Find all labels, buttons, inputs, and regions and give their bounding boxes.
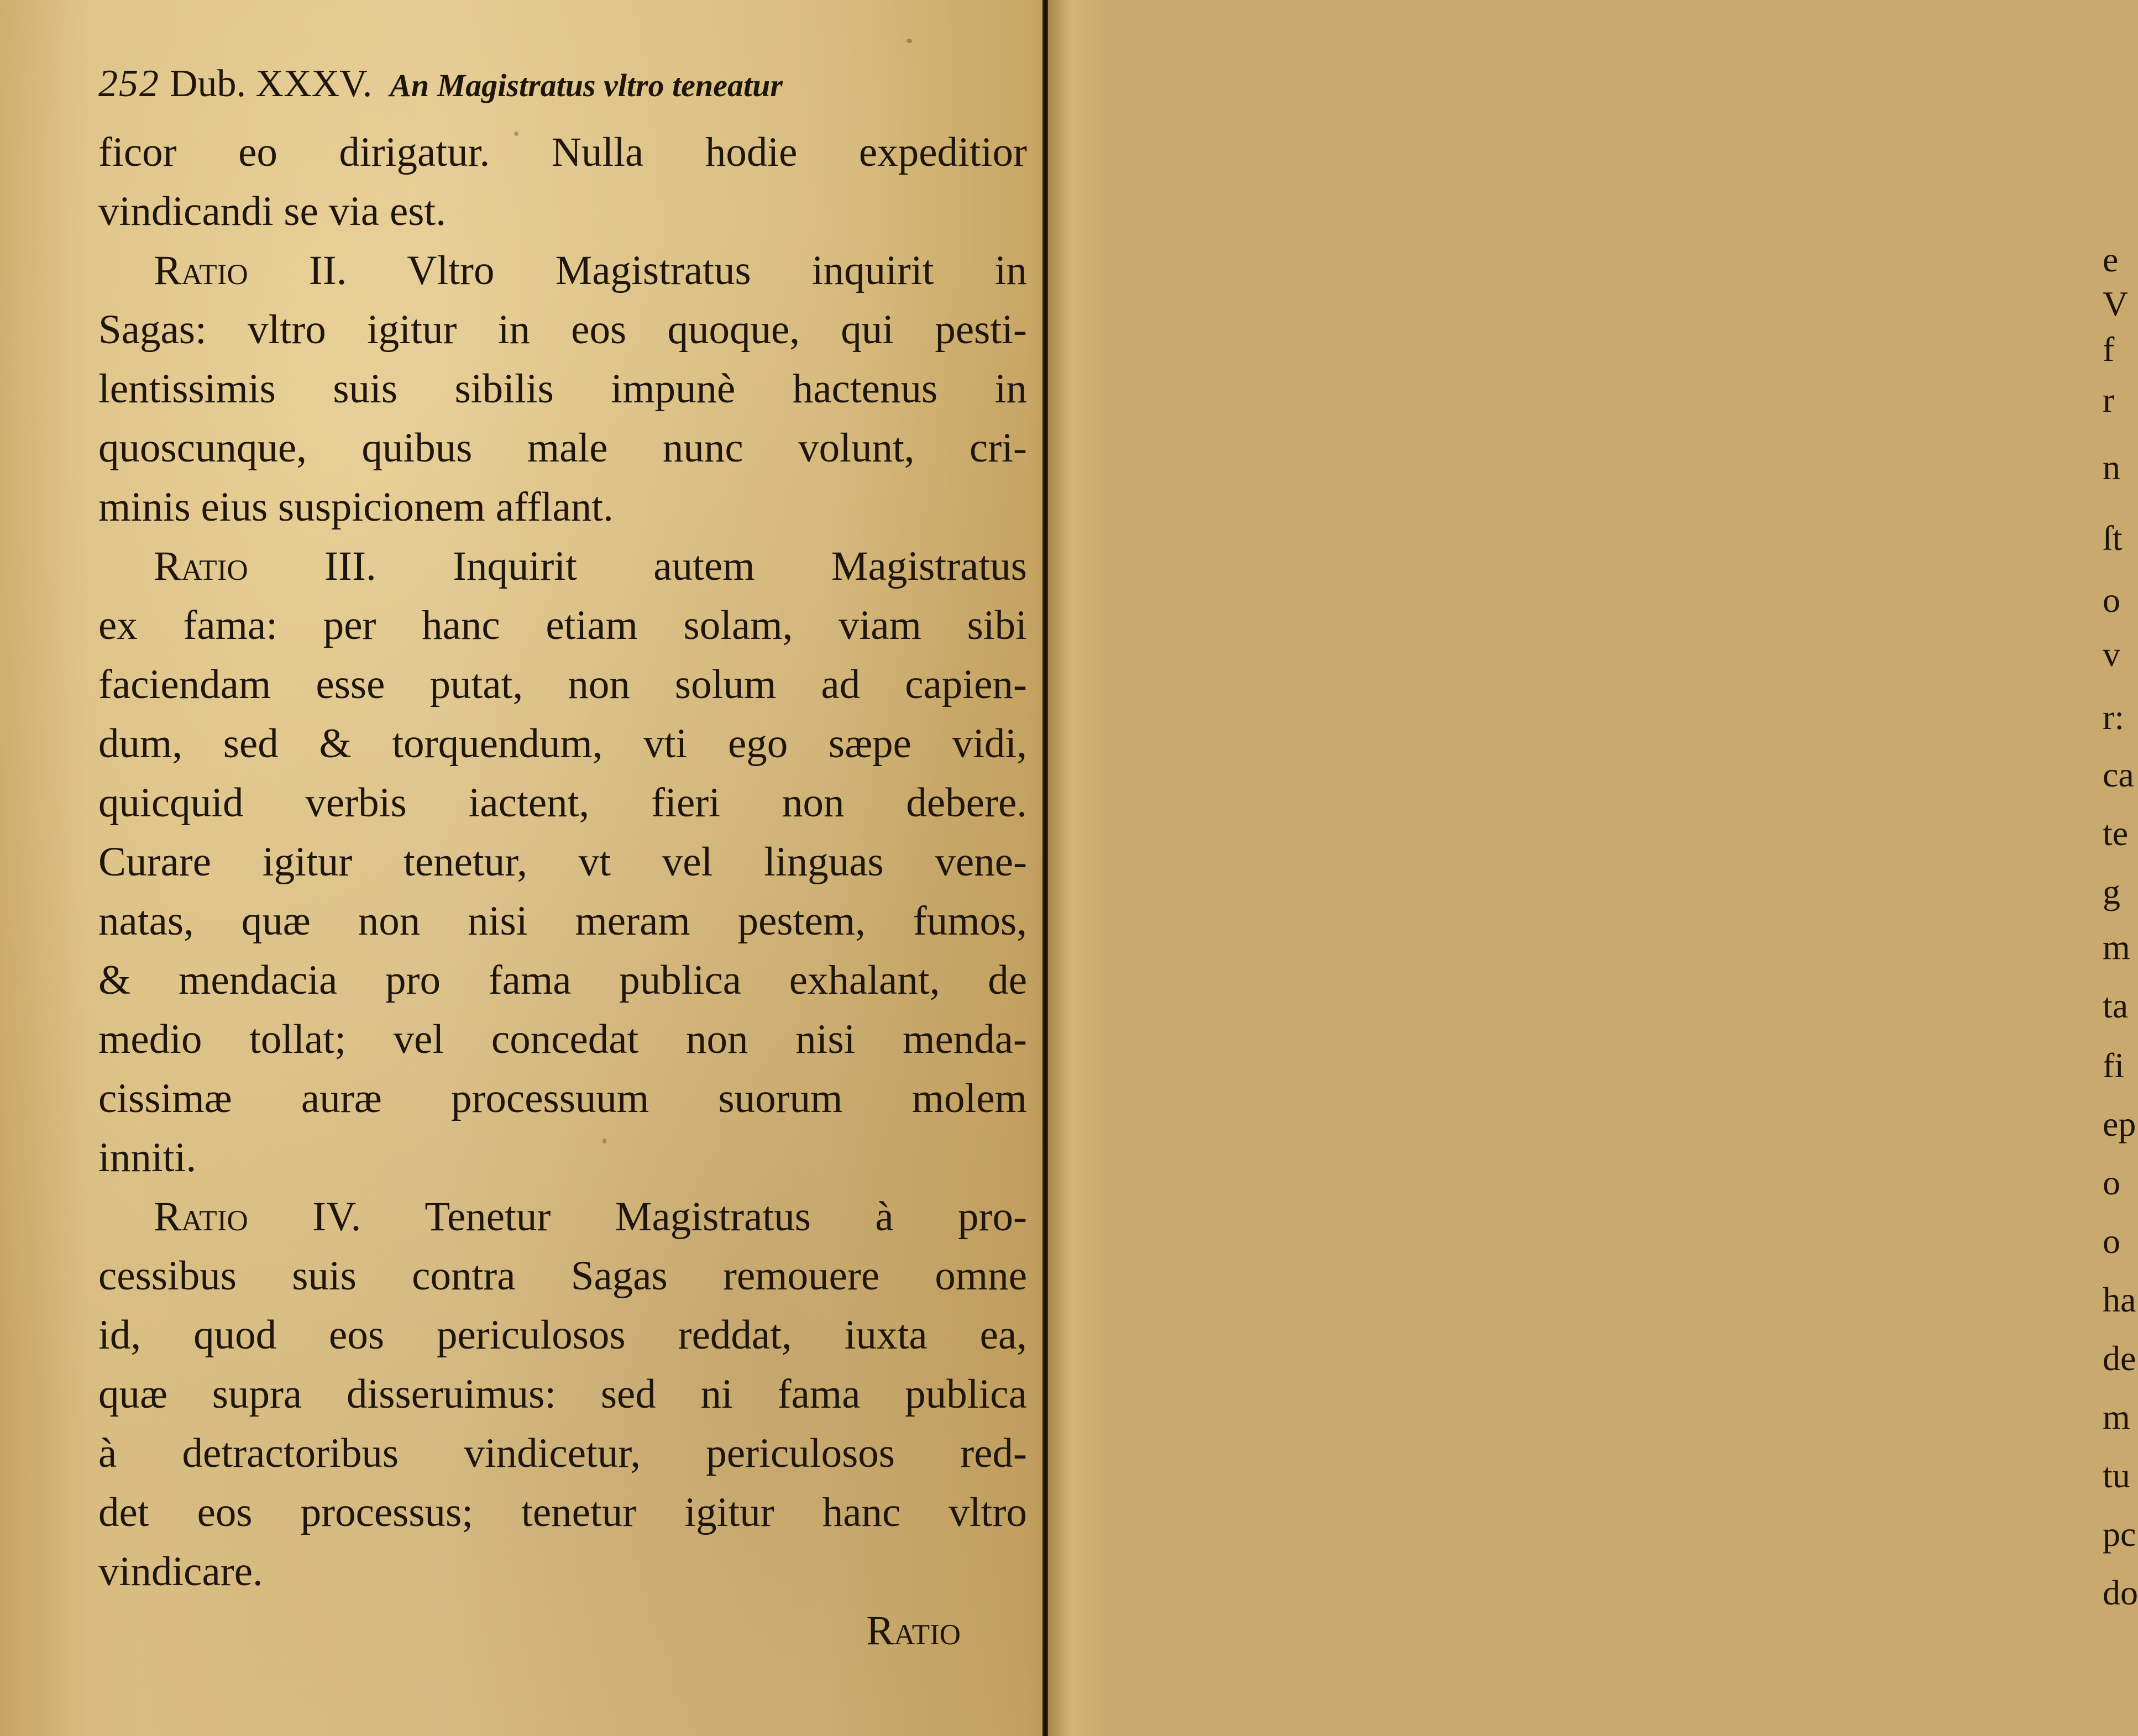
facing-page-fragment: r [2103,380,2115,419]
text-line: vindicare. [98,1549,263,1595]
paragraph-ratio-4 [98,1187,1027,1601]
text-line: vindicandi se via est. [98,188,447,234]
facing-page-fragment: do [2103,1573,2138,1612]
facing-page-fragment: o [2103,1221,2120,1261]
text-line: det eos processus; tenetur igitur hanc vltro [98,1490,1027,1535]
text-line: Sagas: vltro igitur in eos quoque, qui pesti- [98,307,1027,353]
facing-page-fragment: o [2103,1163,2120,1202]
facing-page-fragment: g [2103,872,2120,911]
facing-page-fragment: v [2103,634,2120,674]
text-line [98,241,1027,300]
text-line: ficor eo dirigatur. Nulla hodie expeditior [98,129,1027,175]
text-line: faciendam esse putat, non solum ad capien- [98,662,1027,707]
facing-page-fragment: n [2103,448,2120,487]
paragraph-ratio-2 [98,241,1027,537]
text-line: natas, quæ non nisi meram pestem, fumos, [98,898,1027,944]
text-line: & mendacia pro fama publica exhalant, de [98,957,1027,1003]
text-line-rest: Vltro Magistratus inquirit in [407,248,1027,293]
text-line: lentissimis suis sibilis impunè hactenus in [98,366,1027,412]
facing-page-fragment: m [2103,1397,2130,1436]
page-gutter-rule [1042,0,1048,1736]
facing-page-fragment: f [2103,329,2115,369]
ratio-label: Ratio II. [154,248,347,293]
running-head [98,62,1027,123]
facing-page-fragment: m [2103,927,2130,967]
facing-page-fragment: o [2103,580,2120,620]
text-line: quicquid verbis iactent, fieri non debere. [98,780,1027,826]
text-line: quoscunque, quibus male nunc volunt, cri- [98,425,1027,471]
ratio-label: Ratio III. [154,543,376,589]
facing-page-fragment: te [2103,814,2129,853]
paragraph-ratio-3 [98,537,1027,1187]
facing-page-edge [1048,0,2138,1736]
text-line: medio tollat; vel concedat non nisi menda- [98,1016,1027,1062]
facing-page-fragment: pc [2103,1514,2136,1554]
text-line: à detractoribus vindicetur, periculosos red- [98,1430,1027,1476]
catchword: Ratio [866,1608,961,1654]
text-line-rest: Tenetur Magistratus à pro- [425,1194,1027,1240]
facing-page-fragment: tu [2103,1456,2130,1495]
running-title: An Magistratus vltro teneatur [390,67,783,103]
text-line: minis eius suspicionem afflant. [98,484,614,530]
facing-page-fragment: e [2103,240,2119,279]
ratio-label: Ratio IV. [154,1194,361,1240]
facing-page-fragment: r: [2103,697,2125,737]
facing-page-fragment: ca [2103,755,2134,794]
facing-page-fragment: ep [2103,1104,2136,1144]
text-line: Curare igitur tenetur, vt vel linguas vene- [98,839,1027,885]
facing-page-fragment: fi [2103,1046,2125,1085]
text-line: ex fama: per hanc etiam solam, viam sibi [98,602,1027,648]
dubium-label: Dub. XXXV. [170,62,373,105]
text-block [98,62,1027,1660]
facing-page-fragment: de [2103,1339,2136,1378]
text-line: cissimæ auræ processuum suorum molem [98,1076,1027,1121]
text-line: id, quod eos periculosos reddat, iuxta ea, [98,1312,1027,1358]
text-line: quæ supra disseruimus: sed ni fama publica [98,1371,1027,1417]
ink-speck [906,39,912,43]
text-line-rest: Inquirit autem Magistratus [453,543,1027,589]
facing-page-fragment: V [2103,284,2129,323]
text-line [98,537,1027,596]
facing-page-fragment: ſt [2103,518,2123,558]
paragraph-1 [98,123,1027,241]
facing-page-fragment: ha [2103,1280,2136,1319]
text-line: cessibus suis contra Sagas remouere omne [98,1253,1027,1299]
text-line: inniti. [98,1135,197,1181]
page-number: 252 [98,62,160,105]
text-line [98,1187,1027,1246]
catchword-line [98,1601,1027,1660]
facing-page-fragment: ta [2103,986,2129,1025]
text-line: dum, sed & torquendum, vti ego sæpe vidi, [98,721,1027,767]
